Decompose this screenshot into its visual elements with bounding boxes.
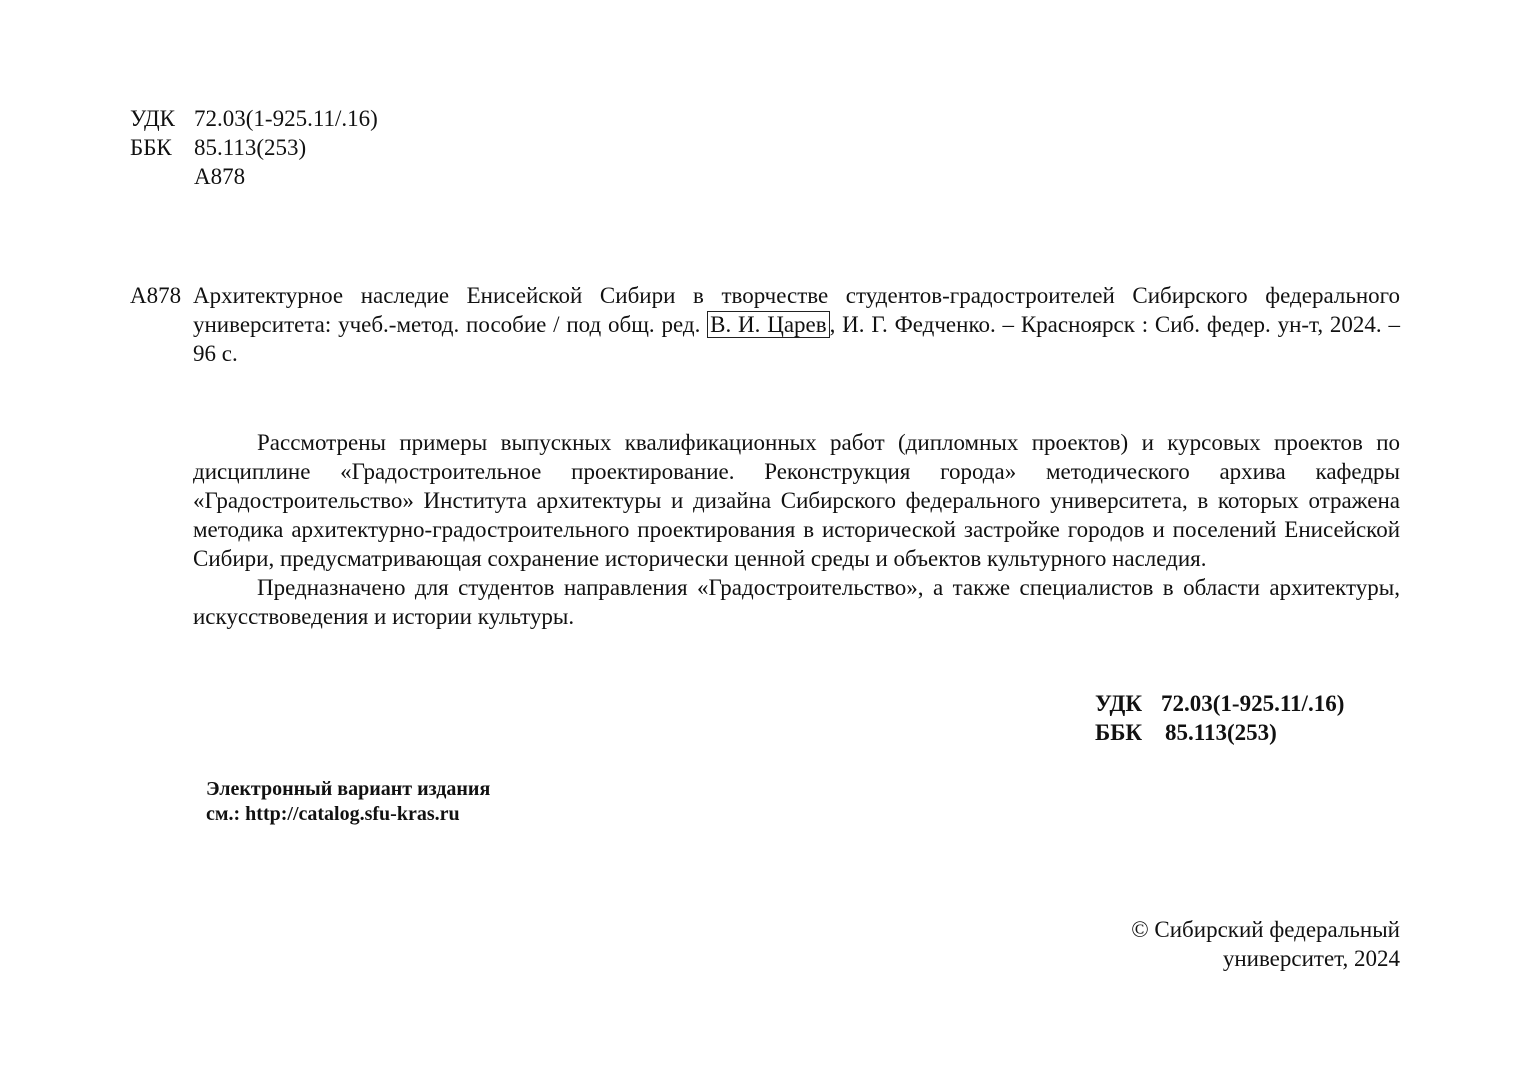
author-code: А878 [194, 164, 246, 189]
udk-label: УДК [130, 106, 175, 131]
udk-row [130, 104, 378, 133]
udk-label: УДК [1095, 691, 1143, 716]
bbk-code: 85.113(253) [1165, 720, 1277, 745]
bbk-label: ББК [1095, 720, 1143, 745]
bbk-row [130, 133, 378, 162]
record-text [193, 281, 1400, 368]
electronic-version-link: см.: http://catalog.sfu-kras.ru [206, 803, 460, 825]
copyright-line: © Сибирский федеральный [1131, 917, 1400, 942]
udk-code: 72.03(1-925.11/.16) [194, 106, 378, 131]
editor-name: В. И. Царев [707, 311, 829, 338]
electronic-version-note [206, 777, 490, 827]
udk-code: 72.03(1-925.11/.16) [1161, 691, 1345, 716]
record-title-part: Архитектурное наследие Енисейской Сибири в творчестве студентов-градостроителей Сибирского федерального университета: учеб.-метод. пособие / под общ. ред. [193, 283, 1400, 337]
bbk-row [1095, 718, 1344, 747]
copyright-line: университет, 2024 [1222, 946, 1400, 971]
annotation [193, 428, 1400, 631]
record-author-code: А878 [130, 283, 182, 308]
electronic-version-title: Электронный вариант издания [206, 778, 491, 800]
record-imprint-part: , И. Г. Федченко. – Красноярск : Сиб. федер. ун-т, 2024. – 96 с. [193, 312, 1400, 366]
classification-bottom [1095, 689, 1344, 747]
bibliographic-record [130, 281, 1400, 368]
annotation-paragraph: Предназначено для студентов направления «Градостроительство», а также специалистов в области архитектуры, искусствоведения и истории культуры. [193, 575, 1400, 629]
bbk-code: 85.113(253) [194, 135, 307, 160]
bbk-label: ББК [130, 135, 172, 160]
copyright [1131, 915, 1400, 973]
classification-top [130, 104, 378, 191]
annotation-paragraph: Рассмотрены примеры выпускных квалификационных работ (дипломных проектов) и курсовых проектов по дисциплине «Градостроительное проектирование. Реконструкция города» методического архива кафедры «Градостроительство» Института архитектуры и дизайна Сибирского федерального университета, в которых отражена методика архитектурно-градостроительного проектирования в исторической застройке городов и поселений Енисейской Сибири, предусматривающая сохранение исторически ценной среды и объектов культурного наследия. [193, 430, 1400, 571]
udk-row [1095, 689, 1344, 718]
